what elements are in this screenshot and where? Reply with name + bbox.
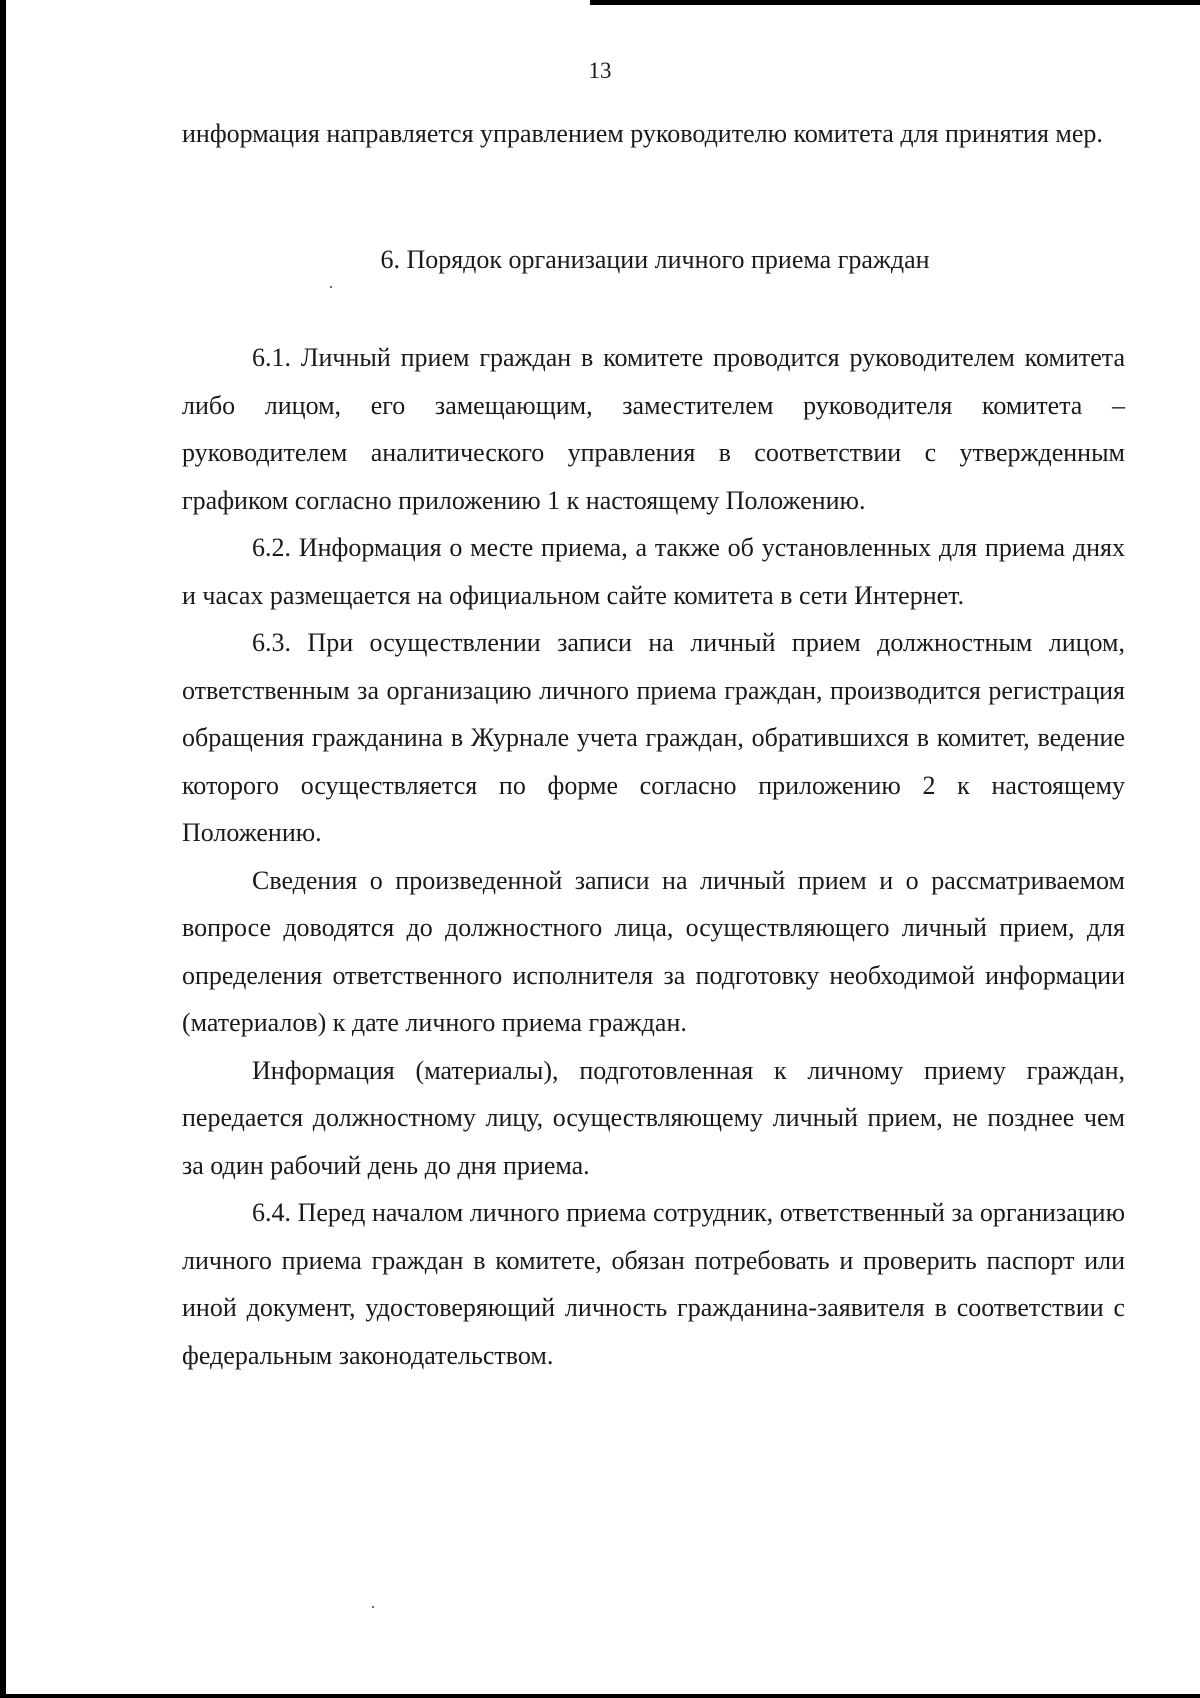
scan-speck — [372, 1606, 374, 1608]
continuation-paragraph: информация направляется управлением руководителю комитета для принятия мер. — [182, 119, 1103, 148]
paragraph-6-1: 6.1. Личный прием граждан в комитете проводится руководителем комитета либо лицом, его замещающим, заместителем руководителя комитета – руководителем аналитического управления в соответствии с утвержденным графиком согласно приложению 1 к настоящему Положению. — [182, 343, 1125, 515]
paragraph-6-2: 6.2. Информация о месте приема, а также об установленных для приема днях и часах размещается на официальном сайте комитета в сети Интернет. — [182, 533, 1125, 610]
paragraph-materials: Информация (материалы), подготовленная к личному приему граждан, передается должностному лицу, осуществляющему личный прием, не позднее чем за один рабочий день до дня приема. — [182, 1055, 1125, 1180]
scan-bottom-border — [0, 1694, 1200, 1698]
scan-speck — [330, 286, 332, 288]
section-heading: 6. Порядок организации личного приема граждан — [380, 245, 930, 274]
section-body — [182, 334, 1125, 1379]
paragraph-6-3: 6.3. При осуществлении записи на личный прием должностным лицом, ответственным за организацию личного приема граждан, производится регистрация обращения гражданина в Журнале учета граждан, обратившихся в комитет, ведение которого осуществляется по форме согласно приложению 2 к настоящему Положению. — [182, 628, 1125, 847]
page-number: 13 — [588, 58, 612, 83]
paragraph-record-info: Сведения о произведенной записи на личный прием и о рассматриваемом вопросе доводятся до должностного лица, осуществляющего личный прием, для определения ответственного исполнителя за подготовку необходимой информации (материалов) к дате личного приема граждан. — [182, 865, 1125, 1037]
continuation-block — [182, 110, 1125, 158]
paragraph-6-4: 6.4. Перед началом личного приема сотрудник, ответственный за организацию личного приема граждан в комитете, обязан потребовать и проверить паспорт или иной документ, удостоверяющий личность гражданина-заявителя в соответствии с федеральным законодательством. — [182, 1198, 1125, 1370]
scan-top-border — [590, 0, 1200, 5]
